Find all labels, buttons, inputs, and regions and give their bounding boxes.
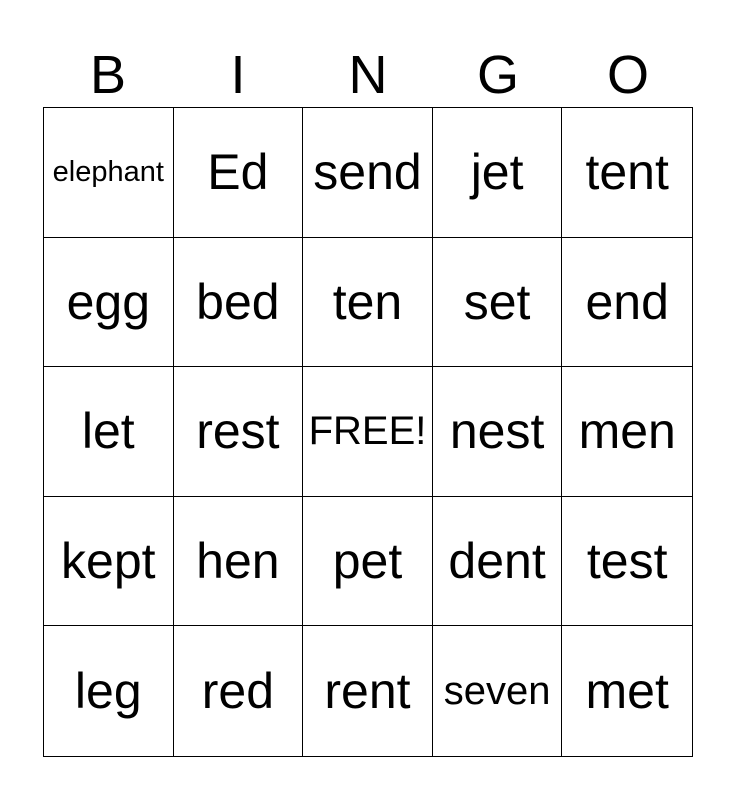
bingo-cell[interactable]: met bbox=[585, 663, 669, 720]
bingo-cell[interactable]: end bbox=[562, 238, 692, 368]
bingo-cell[interactable]: dent bbox=[433, 497, 563, 627]
header-letter-n: N bbox=[348, 45, 388, 105]
bingo-cell[interactable]: elephant bbox=[44, 108, 174, 238]
free-space-cell[interactable]: FREE! bbox=[303, 367, 433, 497]
bingo-header bbox=[43, 42, 693, 108]
header-letter-i: I bbox=[230, 45, 246, 105]
bingo-cell[interactable]: egg bbox=[44, 238, 174, 368]
bingo-cell[interactable]: ten bbox=[303, 238, 433, 368]
bingo-cell[interactable]: let bbox=[44, 367, 174, 497]
bingo-cell[interactable]: tent bbox=[562, 108, 692, 238]
bingo-cell[interactable]: red bbox=[174, 626, 304, 756]
bingo-cell[interactable]: nest bbox=[433, 367, 563, 497]
bingo-cell[interactable]: Ed bbox=[174, 108, 304, 238]
bingo-cell[interactable]: seven bbox=[433, 626, 563, 756]
bingo-cell[interactable]: jet bbox=[433, 108, 563, 238]
header-letter-b: B bbox=[89, 45, 127, 105]
bingo-cell[interactable]: pet bbox=[303, 497, 433, 627]
bingo-cell[interactable]: rest bbox=[174, 367, 304, 497]
bingo-cell[interactable]: men bbox=[562, 367, 692, 497]
bingo-cell[interactable]: bed bbox=[174, 238, 304, 368]
bingo-cell[interactable]: rent bbox=[303, 626, 433, 756]
header-letter-o: O bbox=[606, 45, 649, 105]
bingo-cell[interactable]: test bbox=[562, 497, 692, 627]
bingo-cell[interactable]: hen bbox=[174, 497, 304, 627]
bingo-cell[interactable]: kept bbox=[44, 497, 174, 627]
bingo-cell[interactable]: leg bbox=[44, 626, 174, 756]
bingo-cell[interactable]: send bbox=[303, 108, 433, 238]
bingo-board bbox=[43, 107, 693, 757]
header-letter-g: G bbox=[476, 45, 519, 105]
bingo-cell[interactable]: set bbox=[433, 238, 563, 368]
